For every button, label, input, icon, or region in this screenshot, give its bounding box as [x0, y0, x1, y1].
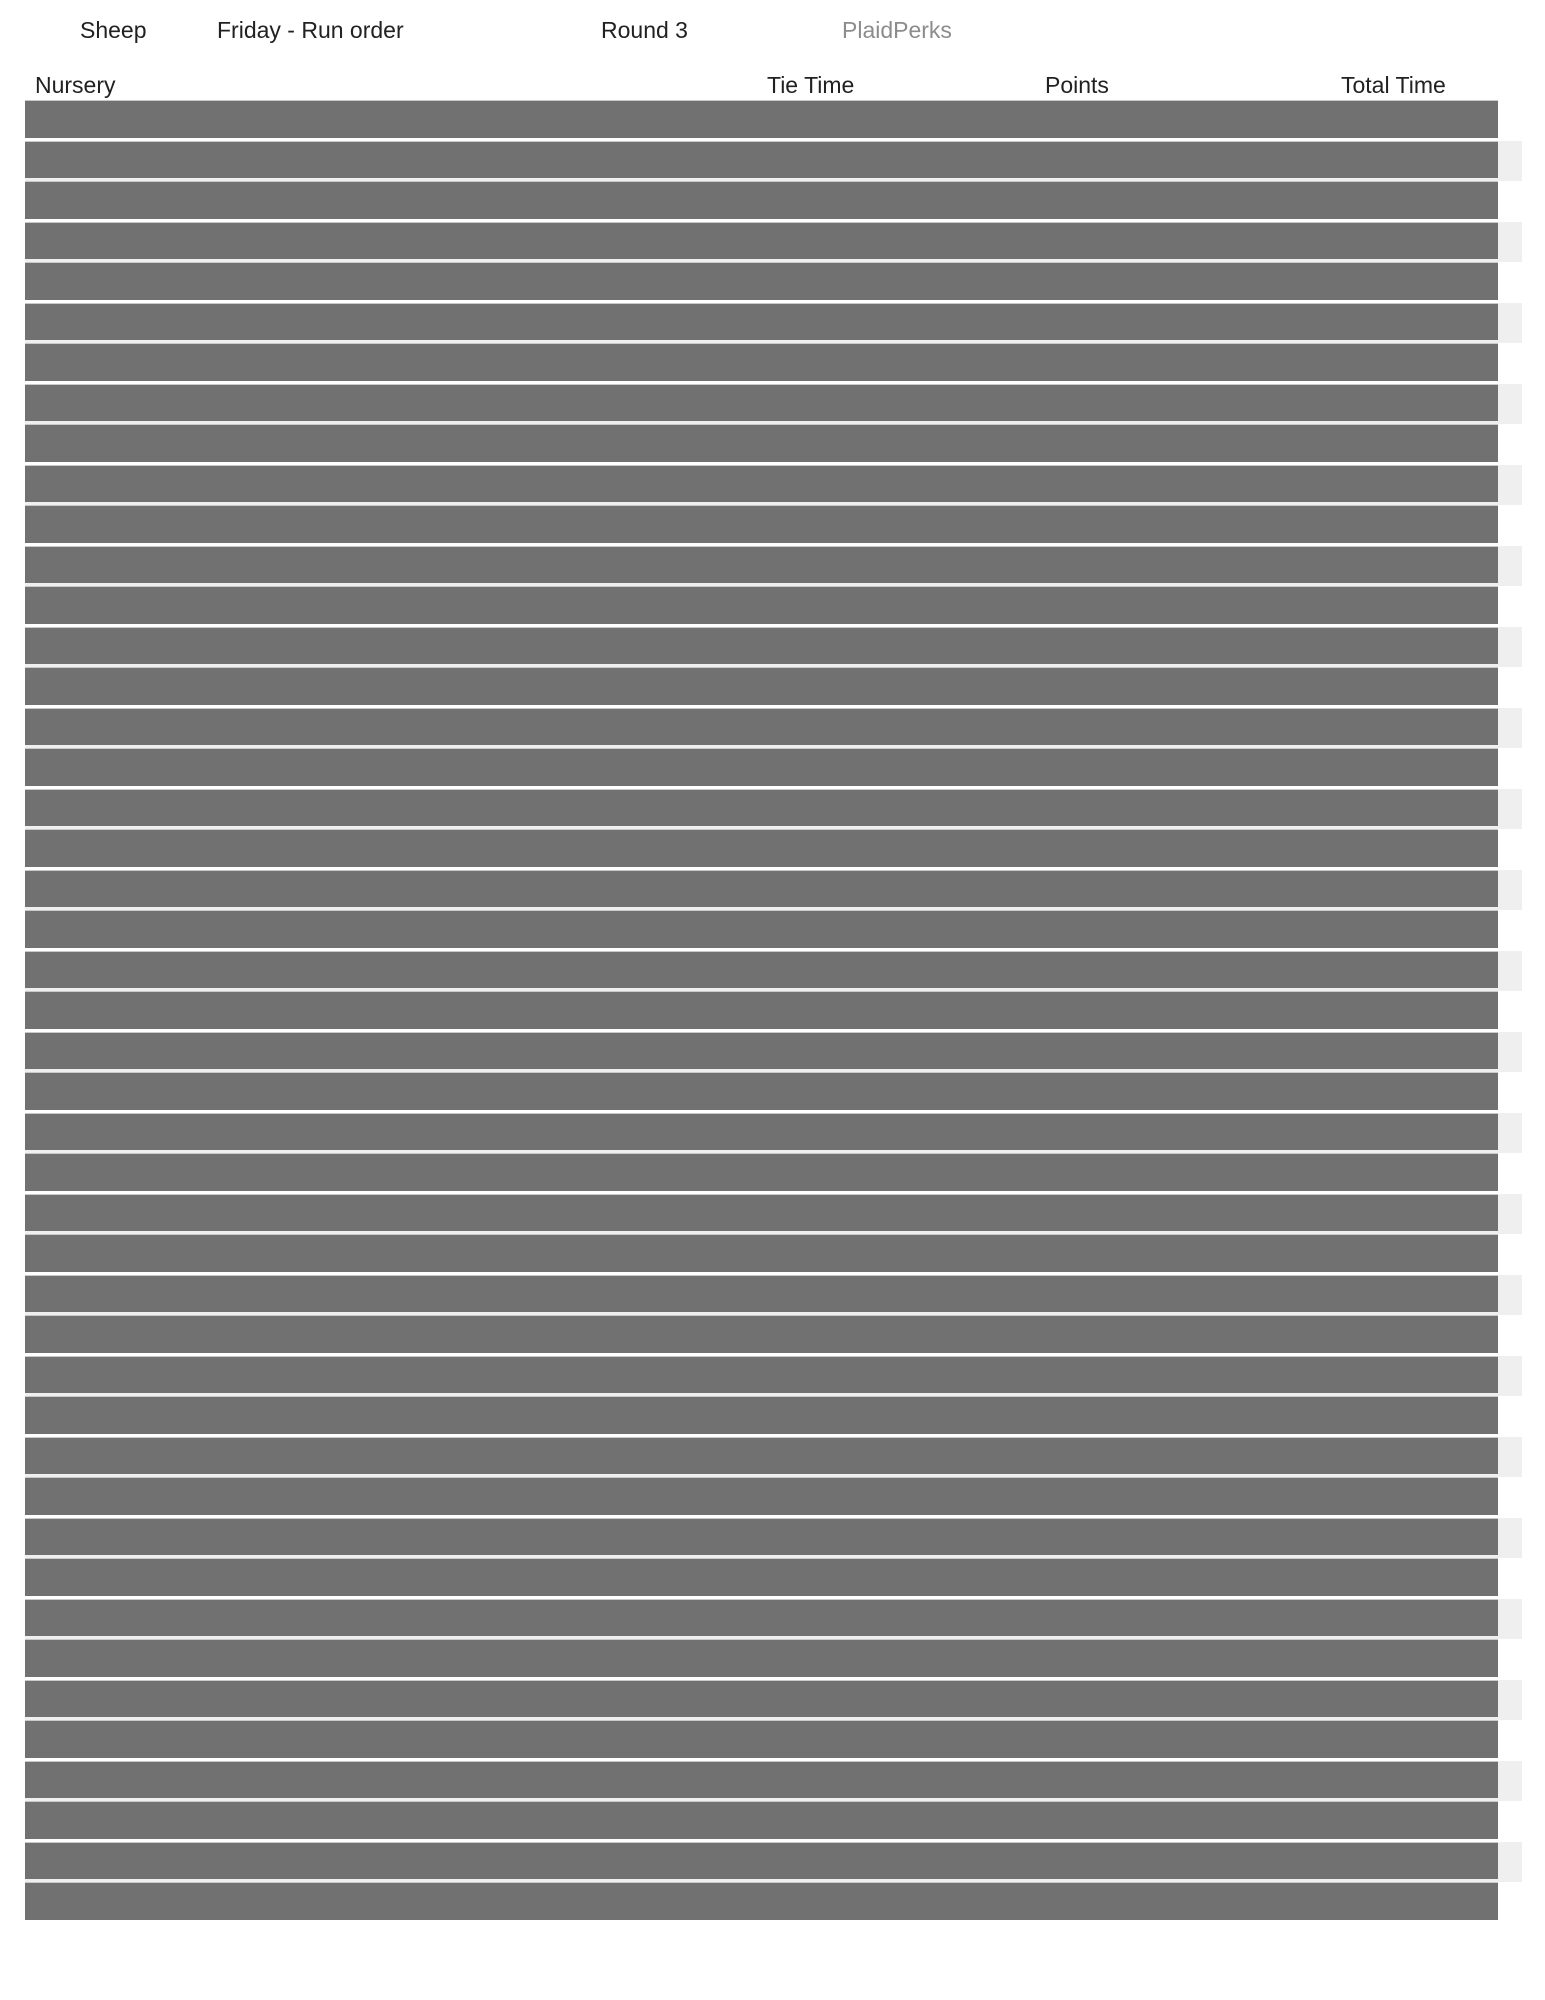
row-divider [25, 141, 1498, 179]
table-row [25, 870, 1522, 911]
table-row [25, 1720, 1522, 1761]
table-row [25, 1518, 1522, 1559]
row-divider [25, 262, 1498, 300]
row-divider [25, 627, 1498, 665]
row-divider [25, 1153, 1498, 1191]
table-row [25, 1842, 1522, 1883]
row-divider [25, 1639, 1498, 1677]
table-row [25, 343, 1522, 384]
table-row [25, 384, 1522, 425]
row-divider [25, 384, 1498, 422]
row-divider [25, 1315, 1498, 1353]
table-row [25, 627, 1522, 668]
table-row [25, 708, 1522, 749]
row-divider [25, 1396, 1498, 1434]
title-bar [0, 14, 1545, 46]
table-row [25, 222, 1522, 263]
table-row [25, 1639, 1522, 1680]
table-row [25, 951, 1522, 992]
row-divider [25, 465, 1498, 503]
row-divider [25, 586, 1498, 624]
table-row [25, 1396, 1522, 1437]
table-row [25, 181, 1522, 222]
row-divider [25, 1558, 1498, 1596]
class-header-nursery: Nursery [35, 72, 116, 98]
tie-time-column-header: Tie Time [767, 72, 855, 98]
table-row [25, 465, 1522, 506]
table-row [25, 100, 1522, 141]
row-divider [25, 1032, 1498, 1070]
row-divider [25, 1234, 1498, 1272]
table-row [25, 424, 1522, 465]
table-row [25, 1599, 1522, 1640]
table-row [25, 1032, 1522, 1073]
row-divider [25, 910, 1498, 948]
table-row [25, 1194, 1522, 1235]
row-divider [25, 1842, 1498, 1880]
table-row [25, 1558, 1522, 1599]
event-class-title: Sheep [80, 17, 147, 43]
table-row [25, 505, 1522, 546]
table-row [25, 141, 1522, 182]
row-divider [25, 424, 1498, 462]
row-divider [25, 1072, 1498, 1110]
row-divider [25, 1720, 1498, 1758]
row-divider [25, 222, 1498, 260]
table-row [25, 1761, 1522, 1802]
row-divider [25, 1275, 1498, 1313]
row-divider [25, 100, 1498, 138]
table-row [25, 1882, 1522, 1923]
row-divider [25, 870, 1498, 908]
row-divider [25, 343, 1498, 381]
row-divider [25, 789, 1498, 827]
table-row [25, 1356, 1522, 1397]
run-order-table-body [25, 100, 1522, 1923]
row-divider [25, 1599, 1498, 1637]
total-time-column-header: Total Time [1341, 72, 1446, 98]
table-row [25, 1113, 1522, 1154]
table-row [25, 910, 1522, 951]
table-row [25, 1153, 1522, 1194]
row-divider [25, 1882, 1498, 1920]
table-row [25, 1315, 1522, 1356]
table-row [25, 262, 1522, 303]
points-column-header: Points [1045, 72, 1109, 98]
table-row [25, 1477, 1522, 1518]
row-divider [25, 991, 1498, 1029]
table-row [25, 1801, 1522, 1842]
table-row [25, 1072, 1522, 1113]
table-row [25, 1680, 1522, 1721]
row-divider [25, 829, 1498, 867]
row-divider [25, 1437, 1498, 1475]
row-divider [25, 546, 1498, 584]
row-divider [25, 1356, 1498, 1394]
day-run-order-title: Friday - Run order [217, 17, 404, 43]
row-divider [25, 1761, 1498, 1799]
table-row [25, 1437, 1522, 1478]
row-divider [25, 667, 1498, 705]
row-divider [25, 1680, 1498, 1718]
table-row [25, 1234, 1522, 1275]
row-divider [25, 1477, 1498, 1515]
row-divider [25, 303, 1498, 341]
row-divider [25, 1518, 1498, 1556]
row-divider [25, 748, 1498, 786]
column-header-row [0, 70, 1545, 100]
table-row [25, 667, 1522, 708]
table-row [25, 546, 1522, 587]
row-divider [25, 505, 1498, 543]
table-row [25, 303, 1522, 344]
round-label: Round 3 [601, 17, 688, 43]
table-row [25, 991, 1522, 1032]
table-row [25, 748, 1522, 789]
row-divider [25, 1113, 1498, 1151]
table-row [25, 586, 1522, 627]
row-divider [25, 1194, 1498, 1232]
row-divider [25, 1801, 1498, 1839]
table-row [25, 829, 1522, 870]
row-divider [25, 181, 1498, 219]
table-row [25, 789, 1522, 830]
sponsor-label: PlaidPerks [842, 17, 952, 43]
row-divider [25, 951, 1498, 989]
row-divider [25, 708, 1498, 746]
table-row [25, 1275, 1522, 1316]
